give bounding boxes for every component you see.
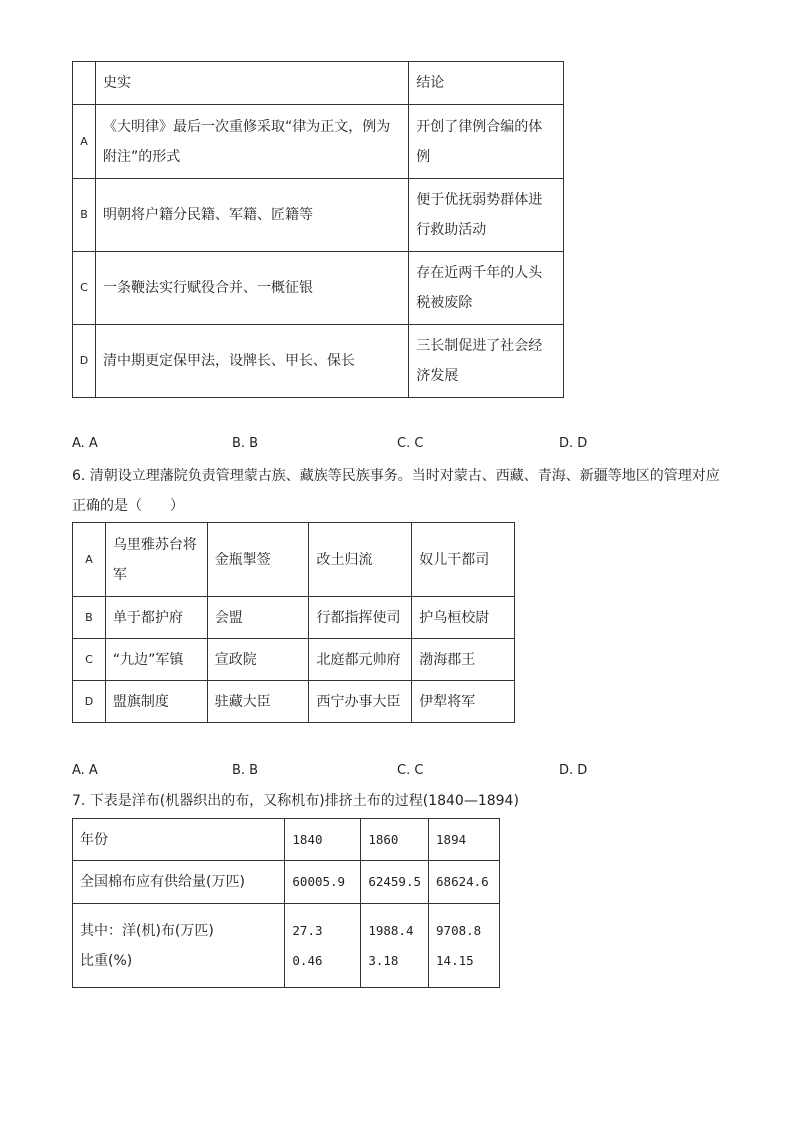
cell-col4: 渤海郡王 <box>412 639 515 681</box>
cell-foreign-1860-a: 1988.4 <box>368 922 414 938</box>
answer-options-q5 <box>72 436 632 456</box>
cell-col1: 乌里雅苏台将军 <box>105 523 207 597</box>
header-cell-letter <box>73 62 96 105</box>
row-letter: B <box>73 179 96 252</box>
question-6-line2: 正确的是（ ） <box>72 498 184 514</box>
row-letter: D <box>73 681 106 723</box>
cell-foreign-1894 <box>429 904 500 988</box>
table-row <box>73 861 500 904</box>
cell-col1: “九边”军镇 <box>105 639 207 681</box>
cell-supply-1894: 68624.6 <box>429 861 500 904</box>
row-fact: 《大明律》最后一次重修采取“律为正文，例为附注”的形式 <box>95 105 408 179</box>
table-row <box>73 325 564 398</box>
option-d[interactable]: D. D <box>559 763 588 778</box>
cell-foreign-1894-b: 14.15 <box>436 952 474 968</box>
cell-col2: 金瓶掣签 <box>207 523 309 597</box>
cell-col3: 行都指挥使司 <box>309 597 412 639</box>
row-label-foreign-cloth-a: 其中：洋(机)布(万匹) <box>80 922 214 939</box>
row-label-foreign-cloth-b: 比重(%) <box>80 952 133 969</box>
question-6 <box>72 461 752 521</box>
header-cell-1840: 1840 <box>285 819 361 861</box>
cell-col1: 单于都护府 <box>105 597 207 639</box>
option-a[interactable]: A. A <box>72 763 98 778</box>
table-header-row <box>73 62 564 105</box>
cell-foreign-1860-b: 3.18 <box>368 952 399 968</box>
table-row <box>73 523 515 597</box>
option-b[interactable]: B. B <box>232 763 259 778</box>
cell-foreign-1840-b: 0.46 <box>292 952 323 968</box>
question-6-line1: 6. 清朝设立理藩院负责管理蒙古族、藏族等民族事务。当时对蒙古、西藏、青海、新疆等地区的管理对应 <box>72 468 720 484</box>
header-cell-fact: 史实 <box>95 62 408 105</box>
cell-col2: 驻藏大臣 <box>207 681 309 723</box>
cell-col3: 西宁办事大臣 <box>309 681 412 723</box>
row-letter: D <box>73 325 96 398</box>
row-letter: A <box>73 105 96 179</box>
table-q5 <box>72 61 564 398</box>
table-q6 <box>72 522 515 723</box>
row-label-foreign-cloth <box>73 904 285 988</box>
table-row <box>73 639 515 681</box>
cell-supply-1860: 62459.5 <box>361 861 429 904</box>
row-letter: A <box>73 523 106 597</box>
header-cell-conclusion: 结论 <box>409 62 564 105</box>
row-conclusion: 存在近两千年的人头税被废除 <box>409 252 564 325</box>
cell-col4: 护乌桓校尉 <box>412 597 515 639</box>
cell-foreign-1894-a: 9708.8 <box>436 922 482 938</box>
table-row <box>73 681 515 723</box>
row-letter: C <box>73 252 96 325</box>
cell-col4: 伊犁将军 <box>412 681 515 723</box>
option-d[interactable]: D. D <box>559 436 588 451</box>
cell-col2: 会盟 <box>207 597 309 639</box>
table-row <box>73 252 564 325</box>
row-conclusion: 便于优抚弱势群体进行救助活动 <box>409 179 564 252</box>
row-fact: 一条鞭法实行赋役合并、一概征银 <box>95 252 408 325</box>
table-row <box>73 179 564 252</box>
answer-options-q6 <box>72 763 632 783</box>
header-cell-1860: 1860 <box>361 819 429 861</box>
cell-col3: 改土归流 <box>309 523 412 597</box>
row-label-supply: 全国棉布应有供给量(万匹) <box>73 861 285 904</box>
table-header-row <box>73 819 500 861</box>
table-row <box>73 105 564 179</box>
cell-col2: 宣政院 <box>207 639 309 681</box>
row-fact: 明朝将户籍分民籍、军籍、匠籍等 <box>95 179 408 252</box>
cell-foreign-1840-a: 27.3 <box>292 922 323 938</box>
header-cell-1894: 1894 <box>429 819 500 861</box>
row-conclusion: 三长制促进了社会经济发展 <box>409 325 564 398</box>
cell-supply-1840: 60005.9 <box>285 861 361 904</box>
cell-col4: 奴儿干都司 <box>412 523 515 597</box>
table-q7 <box>72 818 500 988</box>
option-c[interactable]: C. C <box>397 763 424 778</box>
cell-foreign-1840 <box>285 904 361 988</box>
cell-foreign-1860 <box>361 904 429 988</box>
table-row <box>73 597 515 639</box>
option-b[interactable]: B. B <box>232 436 259 451</box>
option-c[interactable]: C. C <box>397 436 424 451</box>
cell-col1: 盟旗制度 <box>105 681 207 723</box>
table-row <box>73 904 500 988</box>
row-fact: 清中期更定保甲法，设牌长、甲长、保长 <box>95 325 408 398</box>
row-letter: B <box>73 597 106 639</box>
row-letter: C <box>73 639 106 681</box>
header-cell-year-label: 年份 <box>73 819 285 861</box>
cell-col3: 北庭都元帅府 <box>309 639 412 681</box>
question-7-text: 7. 下表是洋布(机器织出的布，又称机布)排挤土布的过程(1840—1894) <box>72 793 519 809</box>
row-conclusion: 开创了律例合编的体例 <box>409 105 564 179</box>
option-a[interactable]: A. A <box>72 436 98 451</box>
question-7 <box>72 786 752 816</box>
